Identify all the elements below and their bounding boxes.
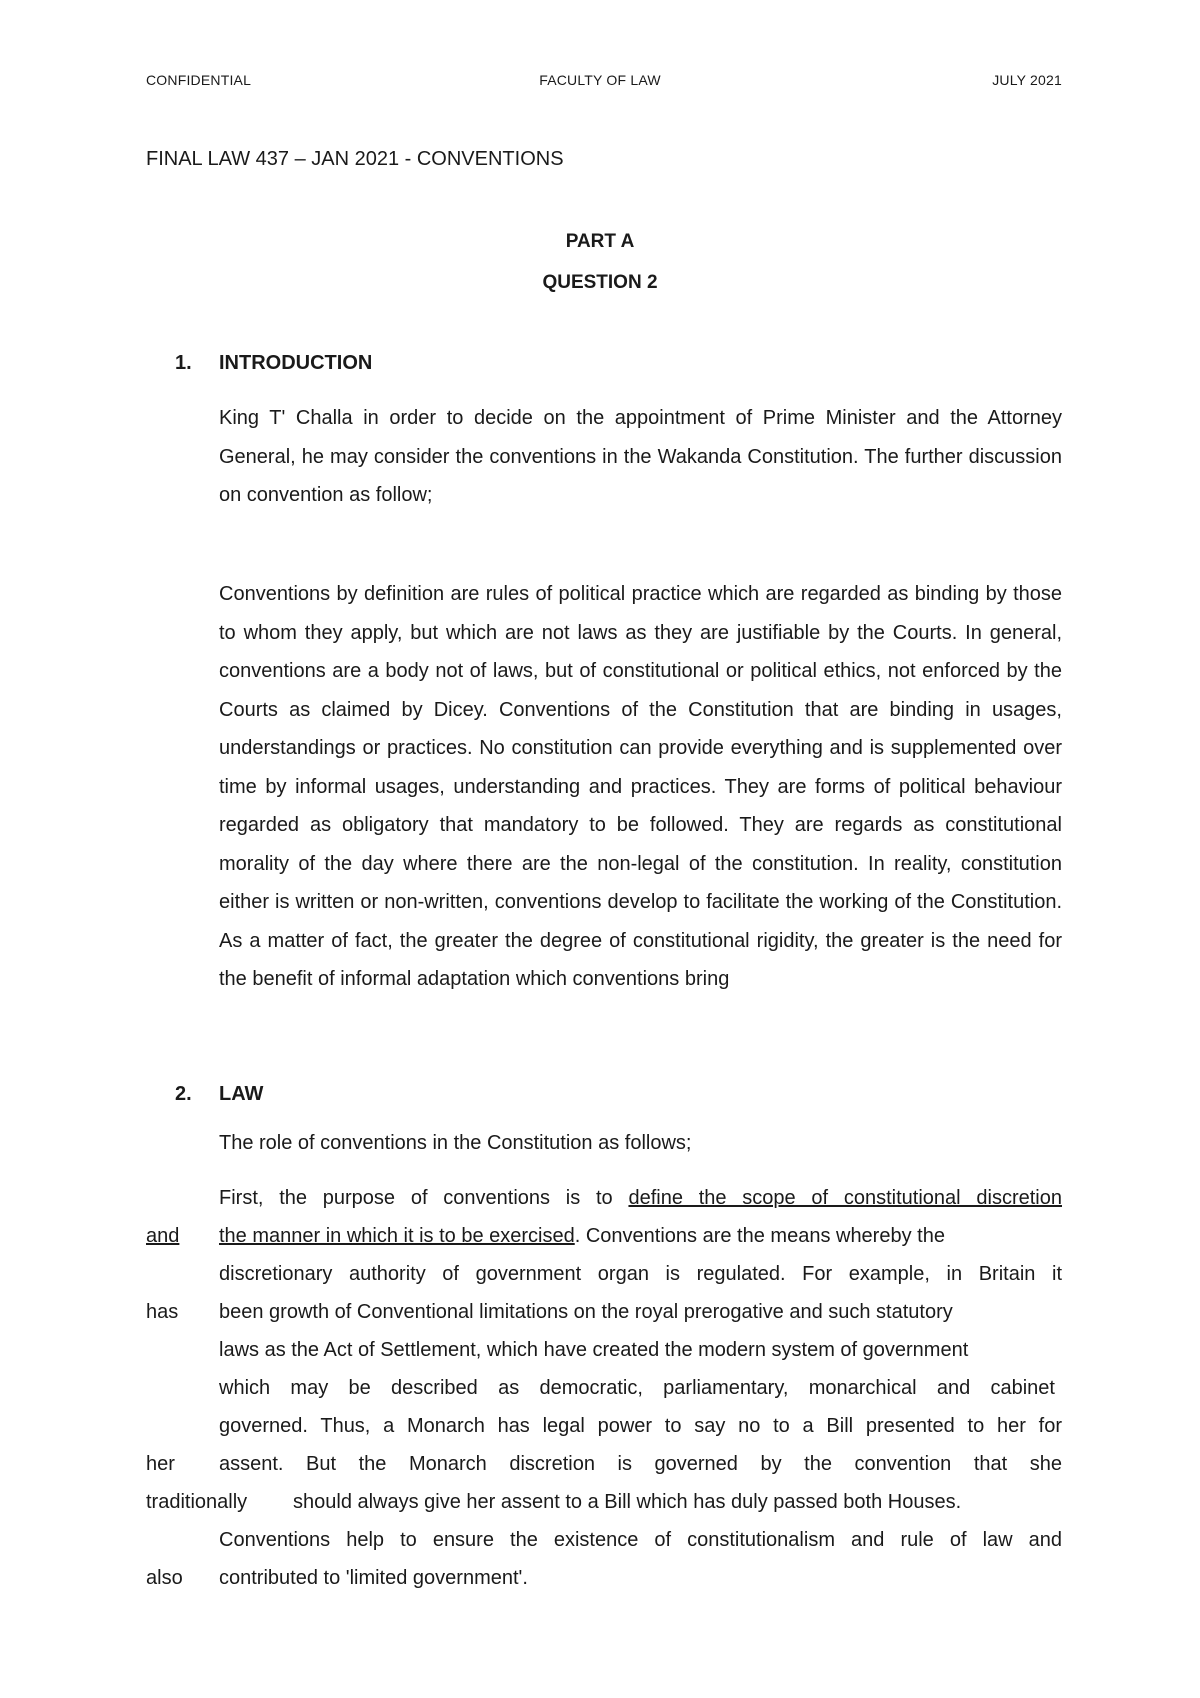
underlined-phrase: the manner in which it is to be exercised [219, 1225, 575, 1247]
law-line-6: which may be described as democratic, parliamentary, monarchical and cabinet [219, 1377, 1055, 1399]
margin-word: and [146, 1225, 180, 1247]
law-line-1 [219, 1187, 1062, 1210]
law-intro-line: The role of conventions in the Constitution as follows; [219, 1132, 692, 1154]
law-line-7: governed. Thus, a Monarch has legal power to say no to a Bill presented to her for [219, 1415, 1062, 1437]
section-title: INTRODUCTION [219, 352, 373, 374]
law-line-2 [219, 1225, 945, 1248]
margin-word: her [146, 1453, 175, 1475]
margin-word: has [146, 1301, 179, 1323]
law-line-4: been growth of Conventional limitations on the royal prerogative and such statutory [219, 1301, 953, 1323]
law-line-8: assent. But the Monarch discretion is governed by the convention that she [219, 1453, 1062, 1475]
document-title: FINAL LAW 437 – JAN 2021 - CONVENTIONS [146, 148, 564, 170]
part-heading: PART A [565, 231, 635, 252]
header-confidential: CONFIDENTIAL [146, 72, 252, 88]
margin-word: also [146, 1567, 183, 1589]
intro-paragraph-1: King T' Challa in order to decide on the appointment of Prime Minister and the Attorney General, he may consider the conventions in the Wakanda Constitution. The further discussion on convention as follow; [219, 407, 1062, 506]
law-line-9: should always give her assent to a Bill which has duly passed both Houses. [293, 1491, 962, 1513]
section-number: 1. [175, 352, 192, 374]
law-line-text: . Conventions are the means whereby the [574, 1225, 945, 1247]
law-line-text: First, the purpose of conventions is to [219, 1187, 629, 1209]
section-title: LAW [219, 1083, 264, 1105]
section-number: 2. [175, 1083, 192, 1105]
header-date: JULY 2021 [992, 72, 1062, 88]
header-faculty: FACULTY OF LAW [539, 72, 661, 88]
law-line-5: laws as the Act of Settlement, which have created the modern system of government [219, 1339, 969, 1361]
law-line-10: Conventions help to ensure the existence of constitutionalism and rule of law and [219, 1529, 1062, 1551]
underlined-phrase: define the scope of constitutional discretion [628, 1187, 1062, 1209]
law-line-3: discretionary authority of government organ is regulated. For example, in Britain it [219, 1263, 1062, 1285]
question-heading: QUESTION 2 [542, 272, 658, 293]
margin-word: traditionally [146, 1491, 248, 1513]
intro-paragraph-2: Conventions by definition are rules of political practice which are regarded as binding by those to whom they apply, but which are not laws as they are justifiable by the Courts. In general, conventions are a body not of laws, but of constitutional or political ethics, not enforced by the Courts as claimed by Dicey. Conventions of the Constitution that are binding in usages, understandings or practices. No constitution can provide everything and is supplemented over time by informal usages, understanding and practices. They are forms of political behaviour regarded as obligatory that mandatory to be followed. They are regards as constitutional morality of the day where there are the non-legal of the constitution. In reality, constitution either is written or non-written, conventions develop to facilitate the working of the Constitution. As a matter of fact, the greater the degree of constitutional rigidity, the greater is the need for the benefit of informal adaptation which conventions bring [219, 583, 1062, 990]
law-line-11: contributed to 'limited government'. [219, 1567, 528, 1589]
